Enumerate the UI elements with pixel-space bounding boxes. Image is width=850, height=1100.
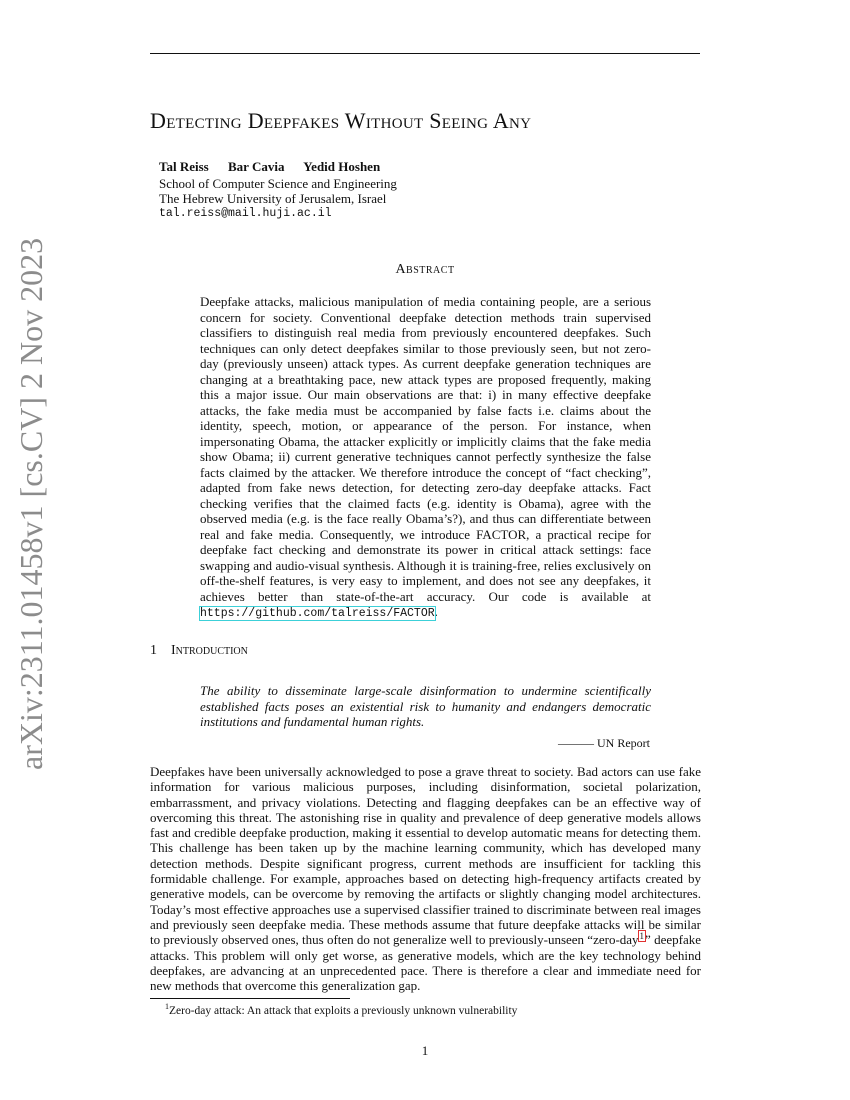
affiliation-line: School of Computer Science and Engineering <box>159 176 397 191</box>
intro-text: Deepfakes have been universally acknowledged to pose a grave threat to society. Bad actors can use fake information for various malicious purposes, including disinformation, societal polarization, embarrassment, and privacy violations. Detecting and flagging deepfakes can be an effective way of overcoming this threat. The astonishing rise in quality and prevalence of deep generative models allows fast and credible deepfake production, making it essential to develop automatic means for detecting them. This challenge has been taken up by the machine learning community, which has developed many detection methods. Despite significant progress, current methods are insufficient for tackling this formidable challenge. For example, approaches based on detecting high-frequency artifacts created by generative models, can be overcome by removing the artifacts or slightly changing model architectures. Today’s most effective approaches use a supervised classifier trained to discriminate between real images and previously seen deepfake media. These methods assume that future deepfake attacks will be similar to previously observed ones, thus often do not generalize well to previously-unseen “zero-day <box>150 764 701 948</box>
author-name: Tal Reiss <box>159 159 209 174</box>
footnote-number: 1 <box>165 1002 169 1011</box>
author-name: Yedid Hoshen <box>303 159 381 174</box>
abstract-body-text: Deepfake attacks, malicious manipulation of media containing people, are a serious concern for society. Conventional deepfake detection methods train supervised classifiers to distinguish real media from previously encountered deepfakes. Such techniques can only detect deepfakes similar to those previously seen, but not zero-day (previously unseen) attack types. As current deepfake generation techniques are changing at a breathtaking pace, new attack types are proposed frequently, making this a major issue. Our main observations are that: i) in many effective deepfake attacks, the fake media must be accompanied by false facts i.e. claims about the identity, speech, motion, or appearance of the person. For instance, when impersonating Obama, the attacker explicitly or implicitly claims that the fake media show Obama; ii) current generative techniques cannot perfectly synthesize the false facts claimed by the attacker. We therefore introduce the concept of “fact checking”, adapted from fake news detection, for detecting zero-day deepfake attacks. Fact checking verifies that the claimed facts (e.g. identity is Obama), agree with the observed media (e.g. is the face really Obama’s?), and thus can differentiate between real and fake media. Consequently, we introduce FACTOR, a practical recipe for deepfake fact checking and demonstrate its power in critical attack settings: face swapping and audio-visual synthesis. Although it is training-free, relies exclusively on off-the-shelf features, is very easy to implement, and does not see any deepfakes, it achieves better than state-of-the-art accuracy. Our code is available at <box>200 294 651 604</box>
abstract-heading: Abstract <box>395 262 455 277</box>
epigraph-attribution: ——— UN Report <box>558 736 650 750</box>
footnote-text: Zero-day attack: An attack that exploits a previously unknown vulnerability <box>169 1004 518 1017</box>
author-email[interactable]: tal.reiss@mail.huji.ac.il <box>159 207 332 220</box>
epigraph-quote: The ability to disseminate large-scale disinformation to undermine scientifically established facts poses an existential risk to humanity and endangers democratic institutions and fundamental human rights. <box>200 683 651 729</box>
section-title: Introduction <box>171 643 248 658</box>
abstract-period: . <box>434 604 438 619</box>
intro-text: ” deepfake attacks. This problem will only get worse, as generative models, which are the key technology behind deepfakes, are advancing at an unprecedented pace. There is therefore a clear and immediate need for new methods that overcome this generalization gap. <box>150 932 701 994</box>
section-heading <box>150 643 248 659</box>
footnote-rule <box>150 998 350 999</box>
section-number: 1 <box>150 643 157 658</box>
arxiv-stamp: arXiv:2311.01458v1 [cs.CV] 2 Nov 2023 <box>13 237 49 770</box>
abstract-text <box>200 294 651 622</box>
footnote <box>165 1002 517 1017</box>
paper-title: Detecting Deepfakes Without Seeing Any <box>150 108 532 133</box>
author-name: Bar Cavia <box>227 159 285 174</box>
header-rule <box>150 53 700 54</box>
page-number: 1 <box>421 1043 429 1058</box>
author-list <box>159 159 396 175</box>
code-link[interactable]: https://github.com/talreiss/FACTOR <box>200 607 435 620</box>
affiliation-line: The Hebrew University of Jerusalem, Israel <box>159 191 387 206</box>
footnote-link[interactable]: 1 <box>639 930 645 941</box>
intro-paragraph <box>150 764 701 993</box>
